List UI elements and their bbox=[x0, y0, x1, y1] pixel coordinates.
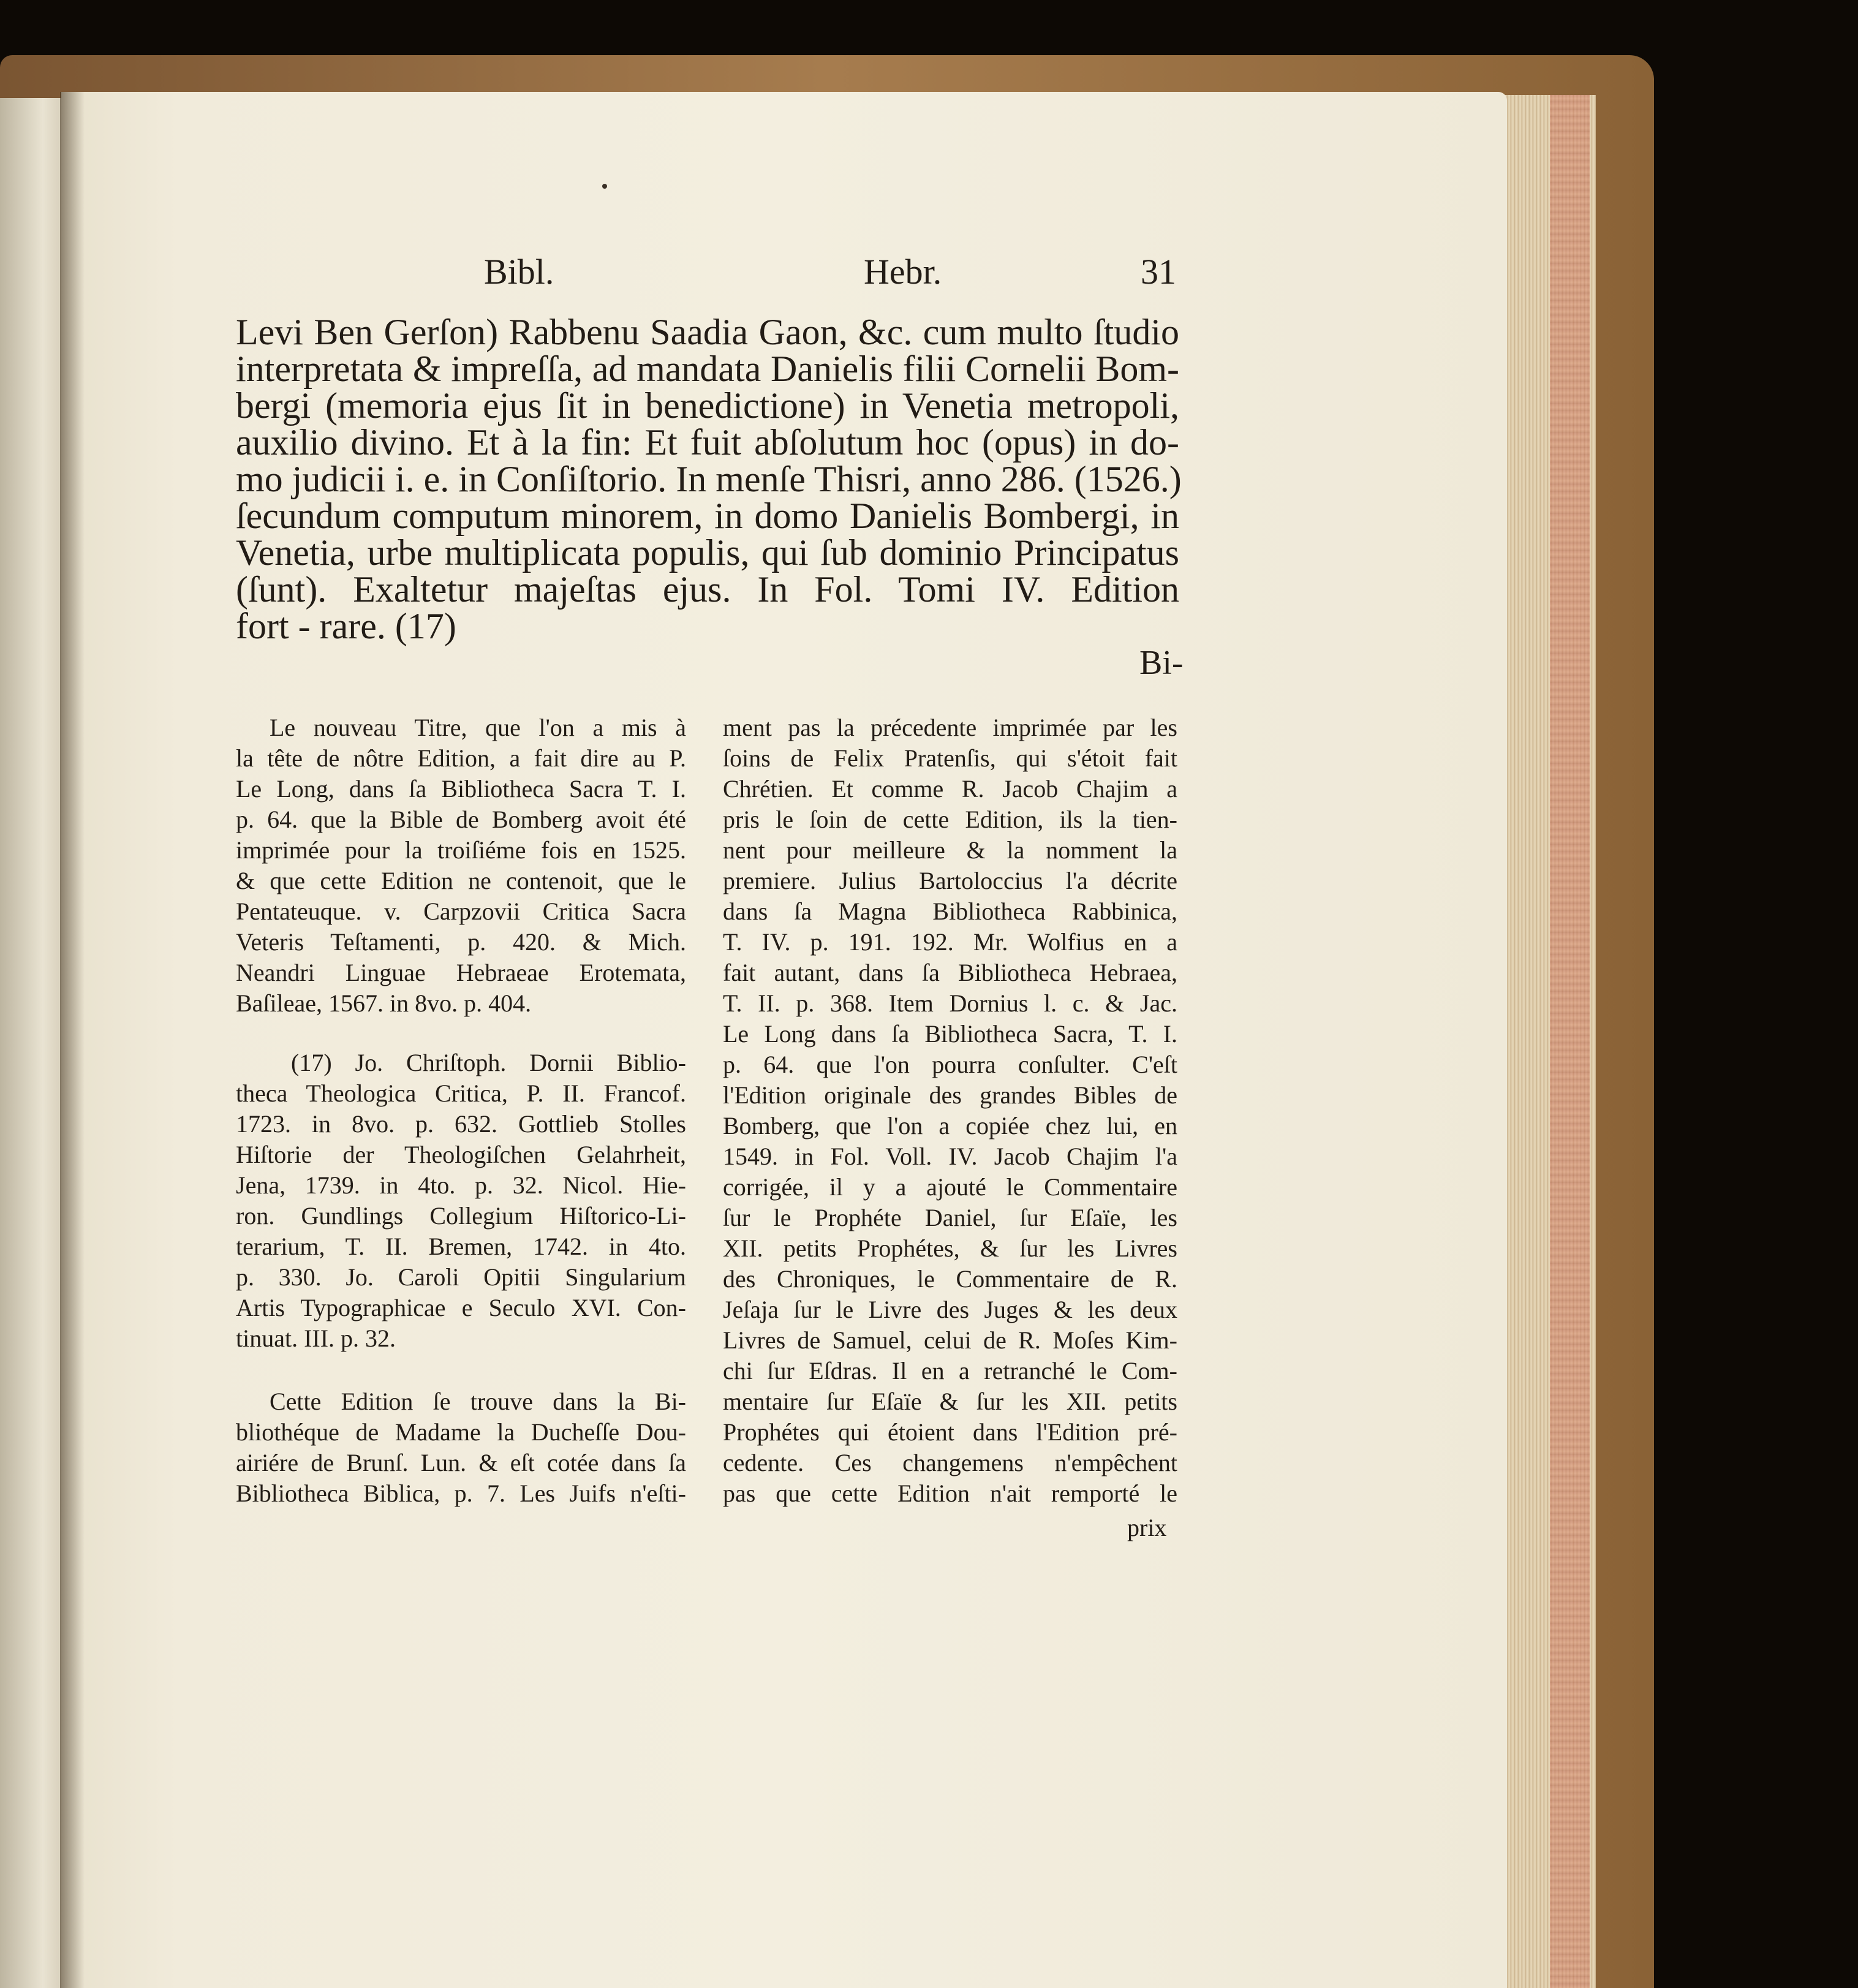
column-line: imprimée pour la troiſiéme fois en 1525. bbox=[236, 836, 686, 864]
column-line: Artis Typographicae e Seculo XVI. Con- bbox=[236, 1294, 686, 1321]
column-line: Jena, 1739. in 4to. p. 32. Nicol. Hie- bbox=[236, 1171, 686, 1199]
column-line: p. 64. que la Bible de Bomberg avoit été bbox=[236, 806, 686, 833]
header-left: Bibl. bbox=[484, 252, 554, 292]
main-line: auxilio divino. Et à la fin: Et fuit abſolutum hoc (opus) in do- bbox=[236, 422, 1179, 463]
column-line: mentaire ſur Eſaïe & ſur les XII. petits bbox=[723, 1388, 1177, 1415]
column-line: pris le ſoin de cette Edition, ils la tien- bbox=[723, 806, 1177, 833]
column-line: Bomberg, que l'on a copiée chez lui, en bbox=[723, 1112, 1177, 1140]
column-line: Baſileae, 1567. in 8vo. p. 404. bbox=[236, 989, 532, 1017]
main-line: interpretata & impreſſa, ad mandata Danielis filii Cornelii Bom- bbox=[236, 349, 1179, 389]
page-edge-red bbox=[1550, 95, 1590, 1988]
column-line: premiere. Julius Bartoloccius l'a décrite bbox=[723, 867, 1177, 894]
main-line: (ſunt). Exaltetur majeſtas ejus. In Fol. Tomi IV. Edition bbox=[236, 569, 1179, 610]
column-line: Prophétes qui étoient dans l'Edition pré- bbox=[723, 1418, 1177, 1446]
column-line: chi ſur Eſdras. Il en a retranché le Com- bbox=[723, 1357, 1177, 1385]
column-line: ſoins de Felix Pratenſis, qui s'étoit fait bbox=[723, 744, 1177, 772]
column-line: corrigée, il y a ajouté le Commentaire bbox=[723, 1173, 1177, 1201]
column-line: l'Edition originale des grandes Bibles de bbox=[723, 1081, 1177, 1109]
column-line: pas que cette Edition n'ait remporté le bbox=[723, 1480, 1177, 1507]
column-line: XII. petits Prophétes, & ſur les Livres bbox=[723, 1234, 1177, 1262]
spine-shadow bbox=[60, 92, 85, 1988]
column-line: T. IV. p. 191. 192. Mr. Wolfius en a bbox=[723, 928, 1177, 956]
main-line: ſecundum computum minorem, in domo Danielis Bombergi, in bbox=[236, 496, 1179, 536]
column-line: fait autant, dans ſa Bibliotheca Hebraea, bbox=[723, 959, 1177, 986]
column-line: Jeſaja ſur le Livre des Juges & les deux bbox=[723, 1296, 1177, 1323]
column-line: p. 64. que l'on pourra conſulter. C'eſt bbox=[723, 1051, 1177, 1078]
column-line: des Chroniques, le Commentaire de R. bbox=[723, 1265, 1177, 1293]
column-line: T. II. p. 368. Item Dornius l. c. & Jac. bbox=[723, 989, 1177, 1017]
catchword-column: prix bbox=[1127, 1514, 1167, 1541]
column-line: Chrétien. Et comme R. Jacob Chajim a bbox=[723, 775, 1177, 803]
column-line: ſur le Prophéte Daniel, ſur Eſaïe, les bbox=[723, 1204, 1177, 1231]
column-line: airiére de Brunſ. Lun. & eſt cotée dans ſa bbox=[236, 1449, 686, 1476]
column-line: Le nouveau Titre, que l'on a mis à bbox=[270, 714, 686, 741]
column-line: bliothéque de Madame la Ducheſſe Dou- bbox=[236, 1418, 686, 1446]
column-line: Le Long dans ſa Bibliotheca Sacra, T. I. bbox=[723, 1020, 1177, 1048]
left-page-edge bbox=[0, 98, 63, 1988]
column-line: Cette Edition ſe trouve dans la Bi- bbox=[270, 1388, 686, 1415]
column-line: Le Long, dans ſa Bibliotheca Sacra T. I. bbox=[236, 775, 686, 803]
column-line: Hiſtorie der Theologiſchen Gelahrheit, bbox=[236, 1141, 686, 1168]
column-line: p. 330. Jo. Caroli Opitii Singularium bbox=[236, 1263, 686, 1291]
header-center: Hebr. bbox=[864, 252, 942, 292]
column-line: 1549. in Fol. Voll. IV. Jacob Chajim l'a bbox=[723, 1143, 1177, 1170]
column-line: & que cette Edition ne contenoit, que le bbox=[236, 867, 686, 894]
column-line: 1723. in 8vo. p. 632. Gottlieb Stolles bbox=[236, 1110, 686, 1138]
column-line: Bibliotheca Biblica, p. 7. Les Juifs n'eſti- bbox=[236, 1480, 686, 1507]
column-line: terarium, T. II. Bremen, 1742. in 4to. bbox=[236, 1233, 686, 1260]
main-line: Venetia, urbe multiplicata populis, qui ſub dominio Principatus bbox=[236, 532, 1179, 573]
main-line: fort - rare. (17) bbox=[236, 606, 456, 646]
column-line: ment pas la précedente imprimée par les bbox=[723, 714, 1177, 741]
column-line: Neandri Linguae Hebraeae Erotemata, bbox=[236, 959, 686, 986]
main-line: bergi (memoria ejus ſit in benedictione) in Venetia metropoli, bbox=[236, 385, 1179, 426]
column-line: cedente. Ces changemens n'empêchent bbox=[723, 1449, 1177, 1476]
column-line: tinuat. III. p. 32. bbox=[236, 1325, 396, 1352]
column-line: la tête de nôtre Edition, a fait dire au P. bbox=[236, 744, 686, 772]
column-line: dans ſa Magna Bibliotheca Rabbinica, bbox=[723, 898, 1177, 925]
column-line: nent pour meilleure & la nomment la bbox=[723, 836, 1177, 864]
column-line: ron. Gundlings Collegium Hiſtorico-Li- bbox=[236, 1202, 686, 1230]
column-line: (17) Jo. Chriſtoph. Dornii Biblio- bbox=[291, 1049, 686, 1076]
catchword-main: Bi- bbox=[1139, 644, 1184, 682]
main-line: Levi Ben Gerſon) Rabbenu Saadia Gaon, &c. cum multo ſtudio bbox=[236, 312, 1179, 352]
column-line: Pentateuque. v. Carpzovii Critica Sacra bbox=[236, 898, 686, 925]
column-line: Livres de Samuel, celui de R. Moſes Kim- bbox=[723, 1326, 1177, 1354]
column-line: theca Theologica Critica, P. II. Francof. bbox=[236, 1079, 686, 1107]
page-number: 31 bbox=[1141, 252, 1176, 292]
column-line: Veteris Teſtamenti, p. 420. & Mich. bbox=[236, 928, 686, 956]
ink-dot bbox=[602, 184, 607, 189]
main-line: mo judicii i. e. in Conſiſtorio. In menſe Thisri, anno 286. (1526.) bbox=[236, 459, 1182, 499]
